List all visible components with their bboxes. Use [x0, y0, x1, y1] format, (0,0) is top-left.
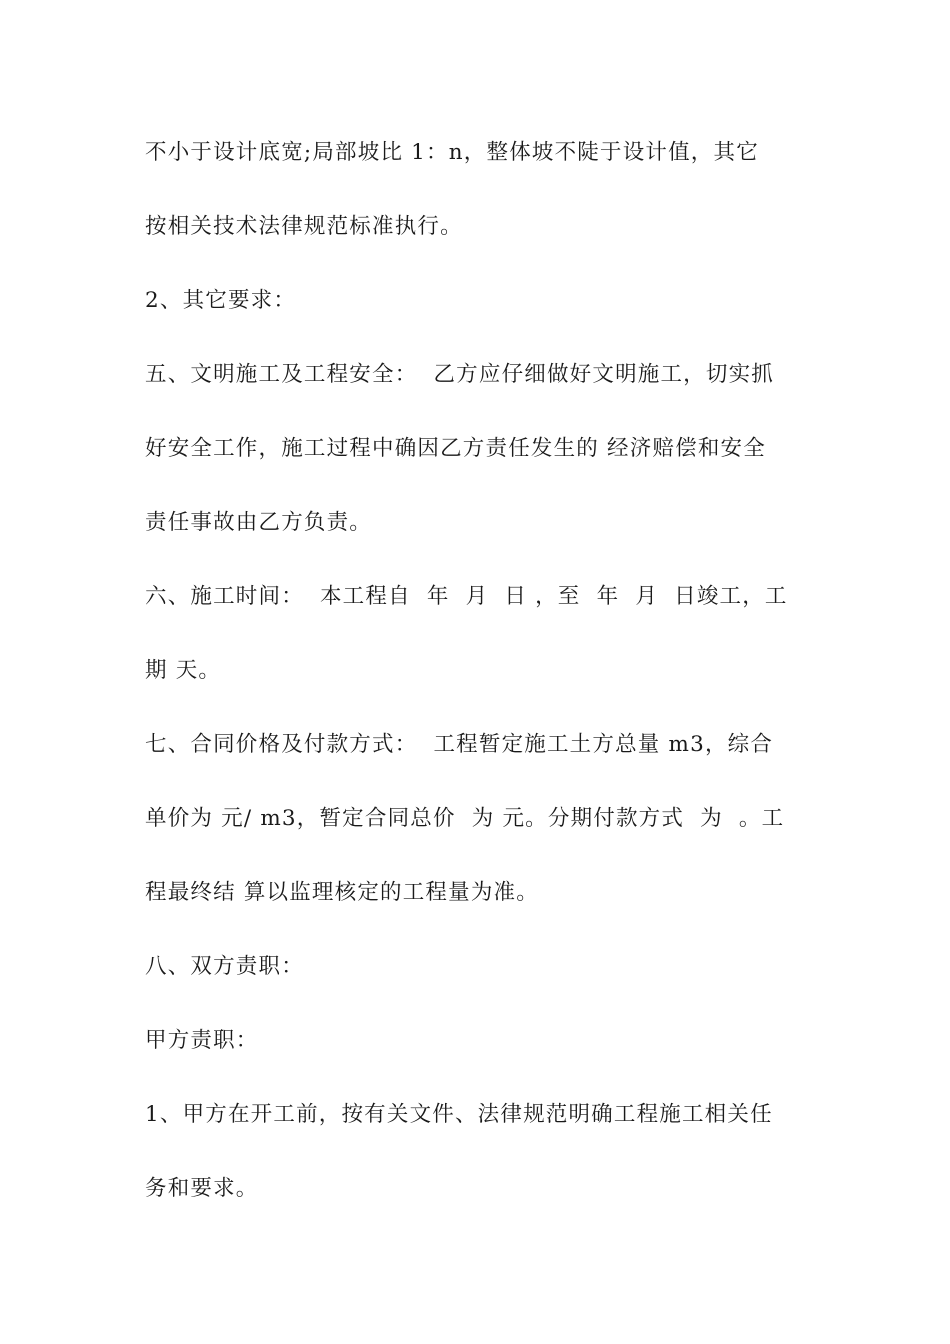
text-line: 五、文明施工及工程安全： 乙方应仔细做好文明施工，切实抓 — [145, 362, 774, 387]
text-line: 六、施工时间： 本工程自 年 月 日 ，至 年 月 日竣工，工 — [145, 584, 788, 609]
section-heading: 八、双方责职： — [145, 954, 304, 979]
text-line: 不小于设计底宽;局部坡比 1：n，整体坡不陡于设计值，其它 — [145, 140, 759, 165]
text-line: 责任事故由乙方负责。 — [145, 510, 373, 535]
text-line: 1、甲方在开工前，按有关文件、法律规范明确工程施工相关任 — [145, 1102, 773, 1127]
text-line: 2、其它要求： — [145, 288, 297, 313]
text-line: 按相关技术法律规范标准执行。 — [145, 214, 463, 239]
text-line: 七、合同价格及付款方式： 工程暂定施工土方总量 m3，综合 — [145, 732, 774, 757]
text-line: 务和要求。 — [145, 1176, 259, 1201]
text-line: 期 天。 — [145, 658, 222, 683]
text-line: 程最终结 算以监理核定的工程量为准。 — [145, 880, 539, 905]
text-line: 好安全工作，施工过程中确因乙方责任发生的 经济赔偿和安全 — [145, 436, 766, 461]
text-line: 单价为 元/ m3，暂定合同总价 为 元。分期付款方式 为 。工 — [145, 806, 785, 831]
subsection-heading: 甲方责职： — [145, 1028, 259, 1053]
